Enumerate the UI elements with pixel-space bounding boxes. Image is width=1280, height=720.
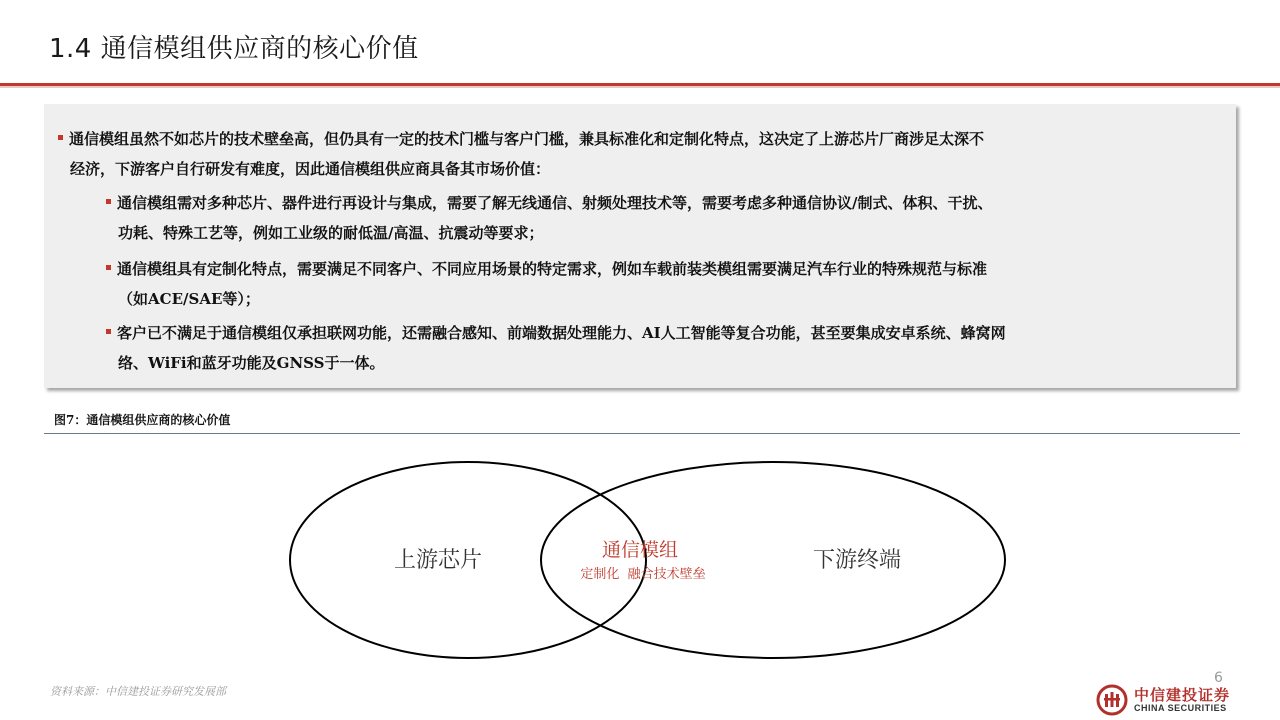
bullet-sub-3-line2: 络、WiFi和蓝牙功能及GNSS于一体。 (118, 354, 385, 372)
venn-left-label: 上游芯片 (393, 548, 483, 573)
page-number: 6 (1214, 670, 1223, 686)
bullet-sub-1-line2: 功耗、特殊工艺等，例如工业级的耐低温/高温、抗震动等要求； (118, 224, 544, 242)
source-note: 资料来源：中信建投证券研究发展部 (50, 685, 226, 698)
china-securities-logo-icon (1096, 684, 1130, 716)
figure-caption: 图7：通信模组供应商的核心价值 (54, 413, 231, 427)
bullet-main-line1: 通信模组虽然不如芯片的技术壁垒高，但仍具有一定的技术门槛与客户门槛，兼具标准化和定制化特点，这决定了上游芯片厂商涉足太深不 (69, 130, 985, 148)
venn-center-sublabel: 定制化 融合技术壁垒 (580, 567, 706, 582)
venn-right-label: 下游终端 (812, 548, 902, 573)
page-title: 1.4 通信模组供应商的核心价值 (49, 34, 419, 64)
bullet-sub-3-line1: 客户已不满足于通信模组仅承担联网功能，还需融合感知、前端数据处理能力、AI人工智能等复合功能，甚至要集成安卓系统、蜂窝网 (117, 324, 1006, 342)
company-logo (1096, 684, 1256, 716)
bullet-sub-1-line1: 通信模组需对多种芯片、器件进行再设计与集成，需要了解无线通信、射频处理技术等，需要考虑多种通信协议/制式、体积、干扰、 (117, 194, 993, 212)
bullet-sub-2-line1: 通信模组具有定制化特点，需要满足不同客户、不同应用场景的特定需求，例如车载前装类模组需要满足汽车行业的特殊规范与标准 (117, 260, 988, 278)
logo-english-text: CHINA SECURITIES (1134, 703, 1227, 713)
bullet-sub-2-line2: （如ACE/SAE等）； (118, 290, 260, 308)
bullet-main-line2: 经济，下游客户自行研发有难度，因此通信模组供应商具备其市场价值： (70, 160, 551, 178)
venn-center-label: 通信模组 (601, 539, 679, 561)
logo-chinese-text: 中信建投证券 (1134, 686, 1231, 704)
